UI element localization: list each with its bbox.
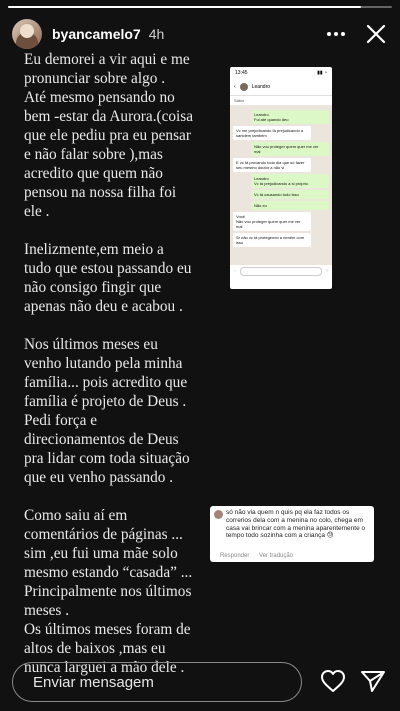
screenshot-input <box>240 267 322 276</box>
reply-bar <box>12 659 388 705</box>
story-text <box>24 50 214 696</box>
story-paragraph: Eu demorei a vir aqui e me pronunciar sobre algo . Até mesmo pensando no bem -estar da Aurora.(coisa que ele pediu pra eu pensar e não falar sobre ),mas acredito que quem não pensou na nossa filha foi ele . <box>24 51 194 220</box>
chat-label: Sábio <box>234 98 245 103</box>
chat-bubble: Vc me prejudicando tá prejudicando a sanidem também <box>233 126 311 140</box>
more-dots-icon <box>326 31 346 37</box>
comment-text: só não via quem n quis pq ela faz todos os correrios dela com a menina no colo, chega em casa vai brincar com a menina aparentemente o tempo todo sozinha com a criança 😓 <box>226 509 366 540</box>
story-progress-fill <box>8 6 361 8</box>
chat-messages <box>230 105 332 265</box>
chat-bubble: E vc tá provando todo dia que só fazer seu mesmo doutor a não vi <box>233 158 311 172</box>
comment-actions <box>220 553 301 559</box>
chat-bubble: Você Não vou proteger quem quer me ver mal <box>233 212 311 231</box>
avatar[interactable] <box>12 19 42 49</box>
story-paragraph: Nos últimos meses eu venho lutando pela minha família... pois acredito que família é projeto de Deus . Pedi força e direcionamentos de Deus pra lidar com toda situação que eu venho passando . <box>24 336 190 486</box>
contact-avatar <box>240 83 248 91</box>
chat-bubble: Leandro Vc tá prejudicando a si próprio <box>251 174 329 188</box>
plus-icon: + <box>233 267 238 275</box>
story-header <box>12 16 388 52</box>
chat-bubble: Sr não vc tá protegendo a nenêm com isso <box>233 233 311 247</box>
heart-icon <box>320 669 346 693</box>
story-paragraph: Inelizmente,em meio a tudo que estou passando eu não consigo fingir que apenas não deu e acabou . <box>24 241 192 315</box>
message-input[interactable] <box>12 662 302 702</box>
back-arrow-icon: ‹ <box>234 84 236 90</box>
screenshot-input-bar <box>230 265 332 277</box>
chat-bubble: Não vou proteger quem quer me ver mal <box>251 142 329 156</box>
post-time: 4h <box>148 26 165 42</box>
story-progress-bar <box>8 6 392 8</box>
chat-bubble: Não eu <box>251 201 329 210</box>
send-button[interactable] <box>360 669 386 698</box>
send-icon <box>360 669 386 693</box>
more-options-button[interactable] <box>324 22 348 46</box>
signal-icon: ▮▮ ◔ <box>317 70 327 76</box>
comment-card <box>210 506 374 562</box>
contact-name: Leandro <box>251 84 271 90</box>
chat-bubble: Leandro Fui até quando deu <box>251 110 329 124</box>
close-icon <box>366 24 386 44</box>
chat-screenshot <box>230 67 332 289</box>
screenshot-chat-header <box>230 79 332 96</box>
commenter-avatar <box>214 510 223 519</box>
screenshot-time: 13:45 <box>235 70 248 76</box>
close-button[interactable] <box>364 22 388 46</box>
translation-link: Ver tradução <box>259 553 294 559</box>
story-paragraph: Como saiu aí em comentários de páginas ... sim ,eu fui uma mãe solo mesmo estando “casada” ... Principalmente nos últimos meses . Os últimos meses foram de altos de baixos ,mas eu nunca larguei a mão dele . <box>24 507 193 676</box>
username[interactable]: byancamelo7 <box>52 26 141 42</box>
reply-link: Responder <box>220 553 250 559</box>
like-button[interactable] <box>320 669 346 698</box>
chat-bubble: Vc tá causando tudo isso <box>251 190 329 199</box>
screenshot-status-bar <box>230 67 332 79</box>
mic-icon: ● <box>325 268 329 274</box>
